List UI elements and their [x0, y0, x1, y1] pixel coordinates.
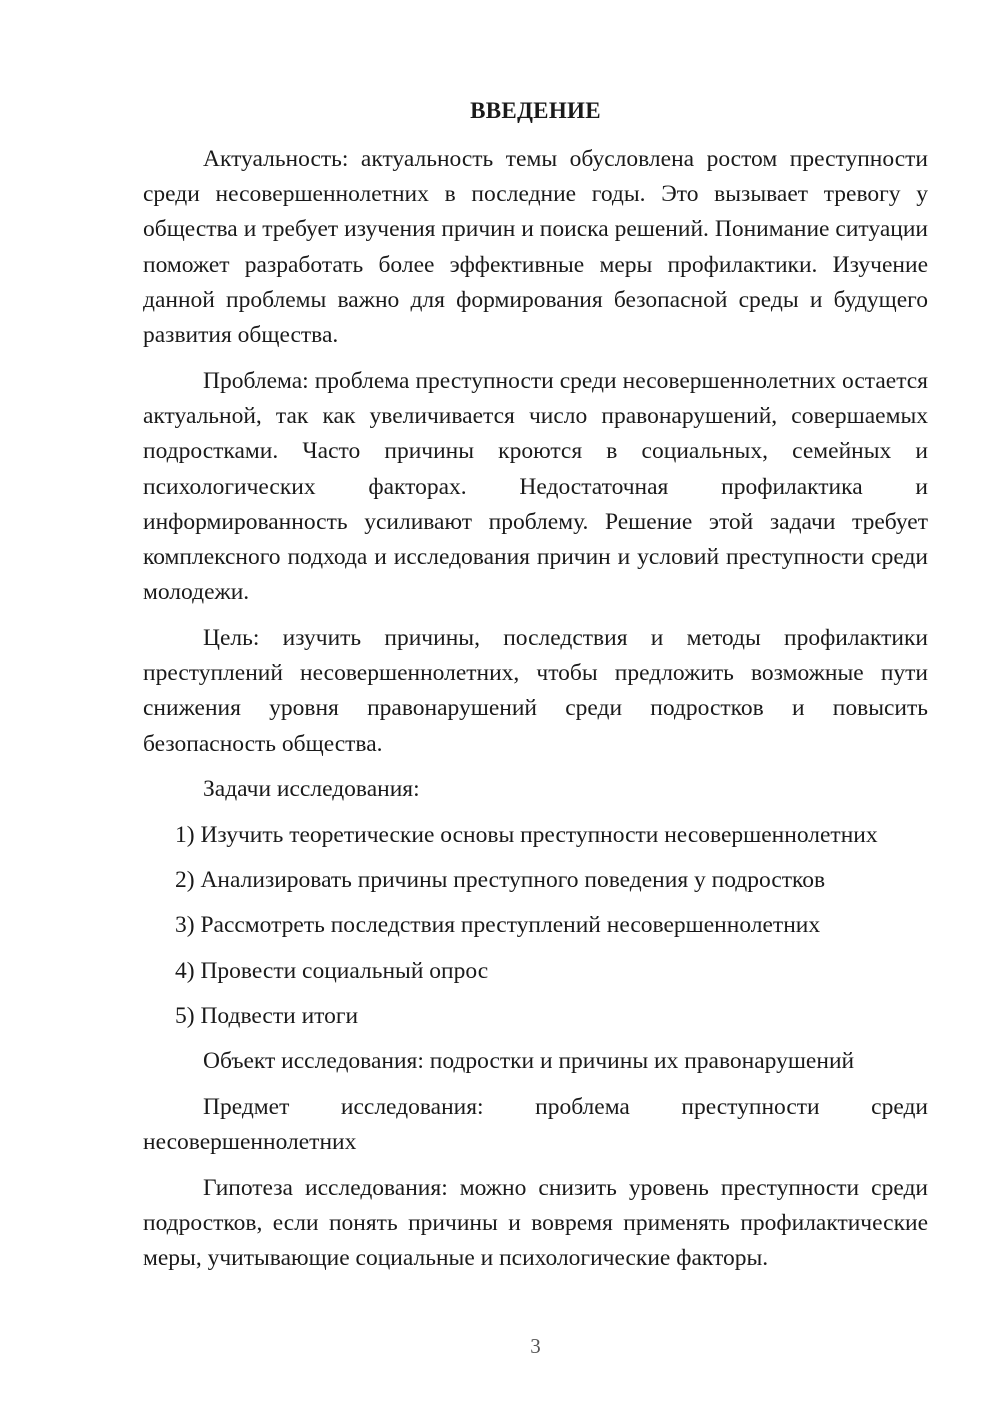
- object-line: Объект исследования: подростки и причины их правонарушений: [203, 1048, 855, 1074]
- task-item-4: 4) Провести социальный опрос: [175, 958, 489, 984]
- relevance-paragraph: Актуальность: актуальность темы обусловлена ростом преступности среди несовершеннолетних в последние годы. Это вызывает тревогу у общества и требует изучения причин и поиска решений. Понимание ситуации поможет разработать более эффективные меры профилактики. Изучение данной проблемы важно для формирования безопасной среды и будущего развития общества.: [143, 146, 928, 349]
- tasks-heading: Задачи исследования:: [203, 776, 420, 802]
- task-item-1: 1) Изучить теоретические основы преступности несовершеннолетних: [175, 822, 878, 848]
- problem-paragraph: Проблема: проблема преступности среди несовершеннолетних остается актуальной, так как увеличивается число правонарушений, совершаемых подростками. Часто причины кроются в социальных, семейных и психологических факторах. Недостаточная профилактика и информированность усиливают проблему. Решение этой задачи требует комплексного подхода и исследования причин и условий преступности среди молодежи.: [143, 368, 928, 606]
- page-number: 3: [530, 1334, 541, 1358]
- section-title: ВВЕДЕНИЕ: [470, 98, 601, 123]
- document-page: [143, 0, 928, 1414]
- goal-paragraph: Цель: изучить причины, последствия и методы профилактики преступлений несовершеннолетних, чтобы предложить возможные пути снижения уровня правонарушений среди подростков и повысить безопасность общества.: [143, 625, 928, 757]
- task-item-5: 5) Подвести итоги: [175, 1003, 359, 1029]
- subject-paragraph: Предмет исследования: проблема преступности среди несовершеннолетних: [143, 1094, 928, 1156]
- task-item-2: 2) Анализировать причины преступного поведения у подростков: [175, 867, 826, 893]
- task-item-3: 3) Рассмотреть последствия преступлений несовершеннолетних: [175, 912, 821, 938]
- hypothesis-paragraph: Гипотеза исследования: можно снизить уровень преступности среди подростков, если понять причины и вовремя применять профилактические меры, учитывающие социальные и психологические факторы.: [143, 1175, 928, 1272]
